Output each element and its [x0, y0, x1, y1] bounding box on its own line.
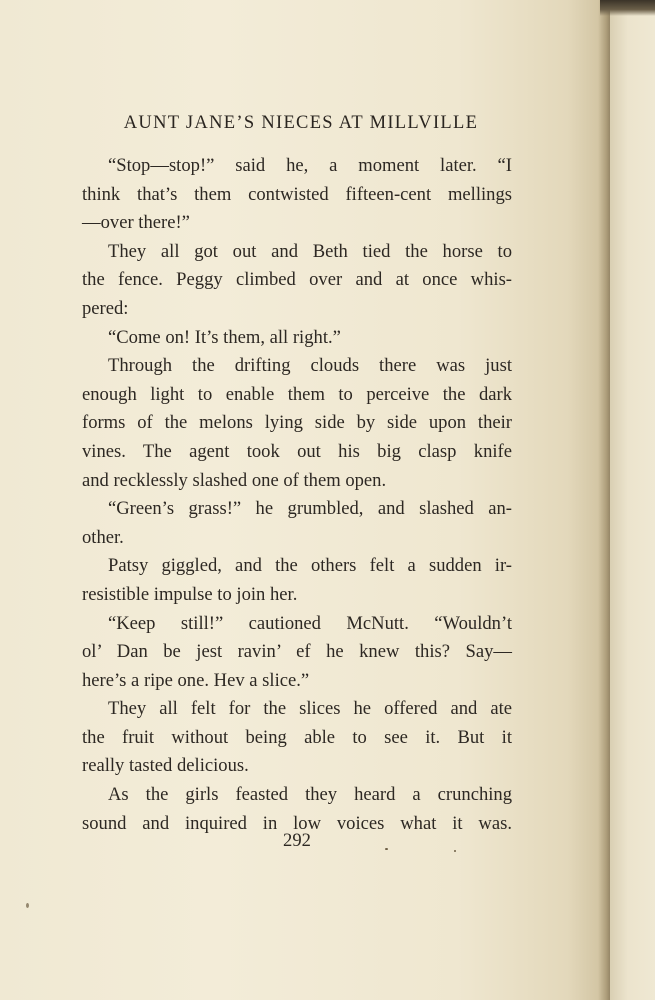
text-line: They all felt for the slices he offered and ate	[108, 698, 512, 720]
text-line: ol’ Dan be jest ravin’ ef he knew this? Say—	[82, 641, 512, 663]
spine-shadow	[598, 0, 610, 1000]
text-line: resistible impulse to join her.	[82, 583, 298, 605]
text-line: They all got out and Beth tied the horse to	[108, 240, 512, 262]
text-line: other.	[82, 526, 124, 548]
text-line: Through the drifting clouds there was just	[108, 355, 512, 377]
text-line: vines. The agent took out his big clasp knife	[82, 440, 512, 462]
text-line: “Come on! It’s them, all right.”	[108, 326, 341, 348]
text-line: really tasted delicious.	[82, 755, 249, 777]
text-line: “Stop—stop!” said he, a moment later. “I	[108, 155, 512, 176]
paper-speck	[26, 903, 29, 908]
paper-speck	[454, 850, 456, 852]
text-line: enough light to enable them to perceive the dark	[82, 383, 512, 405]
text-line: here’s a ripe one. Hev a slice.”	[82, 669, 310, 691]
text-line: Patsy giggled, and the others felt a sudden ir-	[108, 555, 512, 577]
text-line: and recklessly slashed one of them open.	[82, 469, 387, 491]
text-line: As the girls feasted they heard a crunching	[108, 784, 512, 806]
running-head: AUNT JANE’S NIECES AT MILLVILLE	[123, 113, 479, 133]
text-line: “Keep still!” cautioned McNutt. “Wouldn’t	[108, 612, 512, 634]
text-line: pered:	[82, 297, 129, 319]
text-line: the fruit without being able to see it. But it	[82, 726, 512, 748]
text-line: sound and inquired in low voices what it was.	[82, 812, 512, 834]
cover-corner	[600, 0, 655, 16]
text-line: the fence. Peggy climbed over and at once whis-	[82, 269, 512, 291]
body-text	[82, 152, 512, 838]
paper-speck	[385, 848, 388, 850]
adjacent-page-edge	[610, 0, 655, 1000]
text-line: think that’s them contwisted fifteen-cent mellings	[82, 183, 512, 205]
text-line: “Green’s grass!” he grumbled, and slashed an-	[108, 498, 512, 520]
page-number: 292	[283, 830, 311, 851]
text-line: —over there!”	[82, 212, 190, 234]
text-line: forms of the melons lying side by side upon their	[82, 412, 512, 434]
